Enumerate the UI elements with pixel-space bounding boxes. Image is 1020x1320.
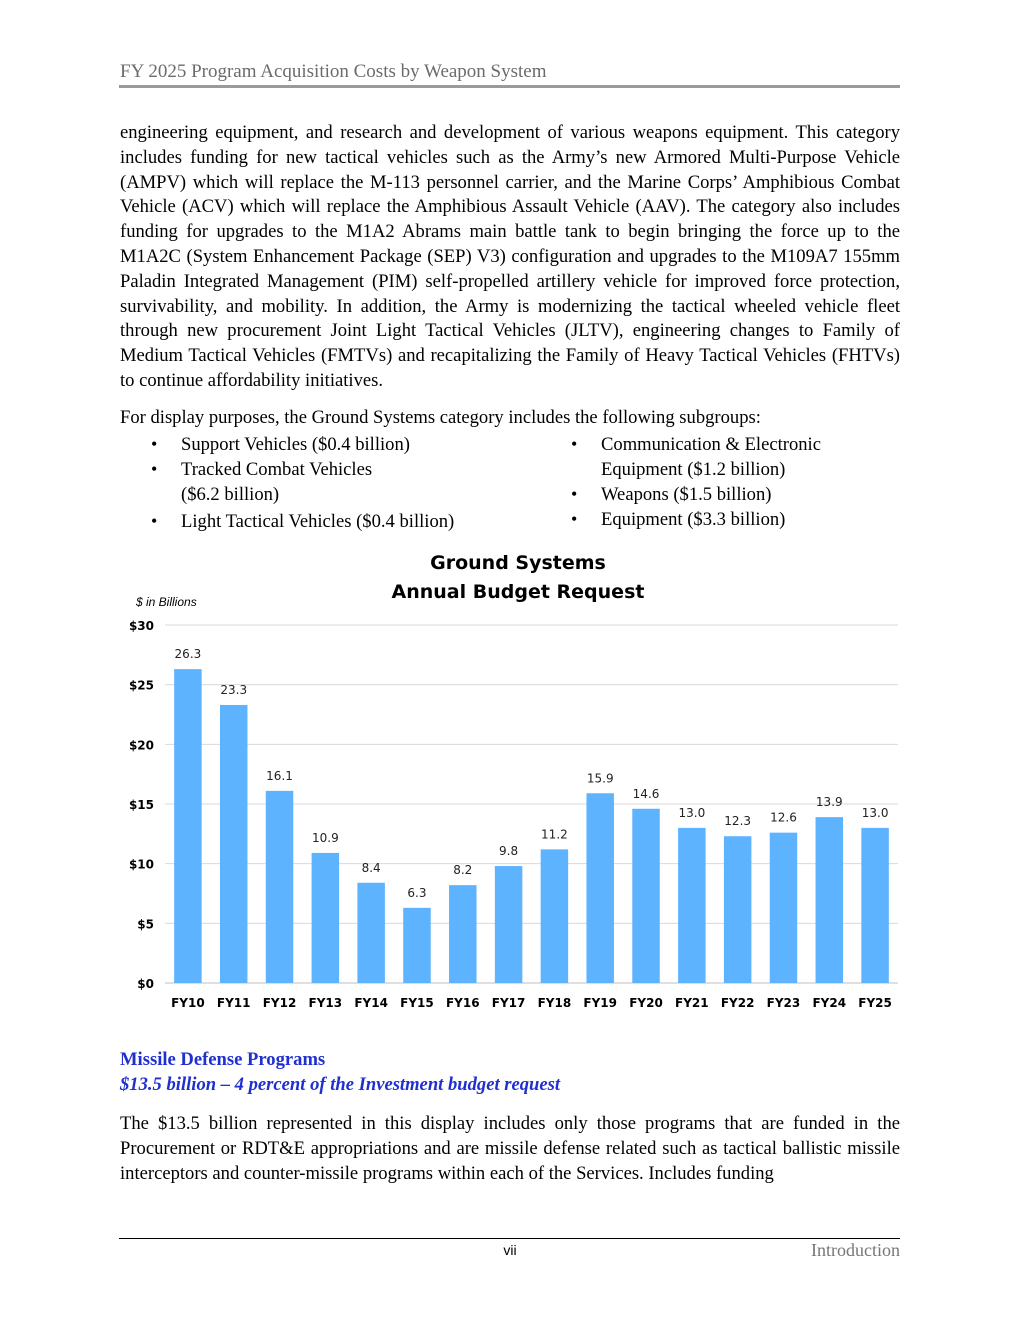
y-tick-label: $0 [137,977,154,991]
chart-title-line1: Ground Systems [430,552,606,574]
x-tick-label: FY19 [583,996,618,1010]
chart-title-line2: Annual Budget Request [391,581,645,603]
footer-divider [119,1238,900,1239]
bar [266,791,293,983]
x-tick-label: FY21 [675,996,709,1010]
data-label: 8.2 [453,863,473,878]
x-tick-label: FY22 [720,996,755,1010]
bar [724,836,751,983]
data-label: 15.9 [586,771,614,786]
y-tick-label: $5 [137,917,154,932]
ground-systems-bar-chart [120,610,910,1020]
bar [495,866,522,983]
y-tick-label: $10 [128,857,154,872]
missile-defense-paragraph: The $13.5 billion represented in this display includes only those programs that are funded in the Procurement or RDT&E appropriations and are missile defense related such as tactical ballistic missile interceptors and counter-missile programs within each of the Services. Includes funding [120,1113,900,1184]
y-tick-label: $25 [128,678,154,693]
x-tick-label: FY20 [629,996,663,1010]
x-tick-label: FY24 [812,996,847,1010]
subgroups-intro: For display purposes, the Ground Systems category includes the following subgroups: [120,407,761,428]
x-tick-label: FY15 [400,996,434,1010]
bar [357,883,384,983]
bar [220,705,247,983]
subgroups-list-right [571,432,871,532]
data-label: 26.3 [174,647,202,662]
bar [861,828,888,983]
section-subheading: $13.5 billion – 4 percent of the Investment budget request [120,1074,561,1095]
data-label: 8.4 [361,860,381,875]
bar [403,908,430,983]
bar [770,833,797,983]
y-tick-label: $30 [128,619,154,633]
bar [632,809,659,983]
x-tick-label: FY18 [537,996,572,1010]
x-tick-label: FY25 [858,996,892,1010]
x-tick-label: FY11 [216,996,251,1010]
chart-title [120,549,916,607]
subgroup-item: • Light Tactical Vehicles ($0.4 billion) [151,509,541,534]
data-label: 23.3 [220,682,248,697]
data-label: 13.9 [815,795,843,810]
data-label: 13.0 [678,805,706,820]
subgroups-list-left [151,432,541,534]
data-label: 10.9 [311,830,339,845]
header-divider [119,85,900,88]
subgroup-item: • Tracked Combat Vehicles ($6.2 billion) [151,457,401,507]
y-tick-label: $15 [128,798,154,812]
bar [174,669,201,983]
x-tick-label: FY10 [171,996,205,1010]
x-tick-label: FY16 [445,996,480,1010]
x-tick-label: FY17 [491,996,526,1010]
x-tick-label: FY14 [354,996,388,1010]
page-header-title: FY 2025 Program Acquisition Costs by Weapon System [120,61,547,82]
data-label: 12.6 [770,810,797,825]
page-number: vii [503,1242,517,1258]
section-heading: Missile Defense Programs [120,1049,326,1070]
footer-section-name: Introduction [811,1240,900,1260]
x-tick-label: FY23 [766,996,801,1010]
bar [541,849,568,983]
subgroup-item: • Support Vehicles ($0.4 billion) [151,432,541,457]
data-label: 14.6 [632,786,660,801]
bar [678,828,705,983]
bar [586,793,613,983]
data-label: 11.2 [541,827,568,842]
x-tick-label: FY12 [262,996,297,1010]
bar [449,885,476,983]
bar [312,853,339,983]
bar [816,817,843,983]
intro-paragraph: engineering equipment, and research and development of various weapons equipment. This category includes funding for new tactical vehicles such as the Army’s new Armored Multi-Purpose Vehicle (AMPV) which will replace the M-113 personnel carrier, and the Marine Corps’ Amphibious Combat Vehicle (ACV) which will replace the Amphibious Assault Vehicle (AAV). The category also includes funding for upgrades to the M1A2 Abrams main battle tank to begin bringing the force up to the M1A2C (System Enhancement Package (SEP) V3) configuration and upgrades to the M109A7 155mm Paladin Integrated Management (PIM) self-propelled artillery vehicle for improved force protection, survivability, and mobility. In addition, the Army is modernizing the tactical wheeled vehicle fleet through new procurement Joint Light Tactical Vehicles (JLTV), engineering changes to Family of Medium Tactical Vehicles (FMTVs) and recapitalizing the Family of Heavy Tactical Vehicles (FHTVs) to continue affordability initiatives. [120,122,900,391]
data-label: 12.3 [724,814,752,829]
data-label: 9.8 [499,844,519,859]
data-label: 16.1 [266,768,293,783]
y-tick-label: $20 [128,738,154,753]
chart-unit-label: $ in Billions [136,595,197,609]
x-tick-label: FY13 [308,996,343,1010]
data-label: 6.3 [407,885,427,900]
subgroup-item: • Communication & Electronic Equipment ($1.2 billion) [571,432,851,482]
data-label: 13.0 [861,805,889,820]
subgroup-item: • Weapons ($1.5 billion) [571,482,871,507]
subgroup-item: • Equipment ($3.3 billion) [571,507,871,532]
